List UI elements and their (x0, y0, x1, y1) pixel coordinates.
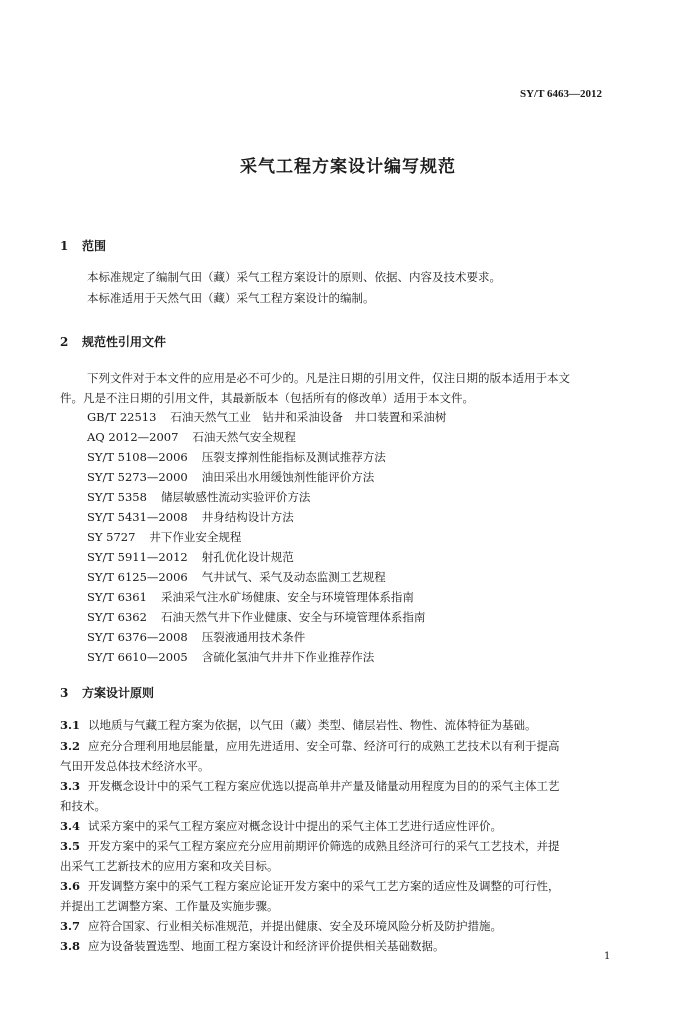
section-title: 方案设计原则 (82, 686, 155, 700)
reference-item (87, 649, 374, 665)
clause (60, 717, 537, 733)
clause-continuation: 出采气工艺新技术的应用方案和攻关目标。 (60, 859, 279, 873)
clause-number: 3.5 (60, 839, 81, 853)
reference-title: 井身结构设计方法 (201, 510, 294, 524)
clause-number: 3.6 (60, 879, 81, 893)
clause (60, 818, 502, 834)
section-3-heading (60, 684, 154, 701)
reference-item (87, 489, 310, 505)
clause-number: 3.8 (60, 939, 81, 953)
clause-text: 应充分合理利用地层能量，应用先进适用、安全可靠、经济可行的成熟工艺技术以有利于提高 (88, 739, 560, 753)
clause-continuation: 气田开发总体技术经济水平。 (60, 759, 210, 773)
reference-item (87, 589, 414, 605)
reference-title: 采油采气注水矿场健康、安全与环境管理体系指南 (160, 590, 414, 604)
clause-text: 应符合国家、行业相关标准规范，并提出健康、安全及环境风险分析及防护措施。 (88, 919, 502, 933)
standard-number: SY/T 6463—2012 (520, 88, 603, 100)
paragraph: 本标准适用于天然气田（藏）采气工程方案设计的编制。 (87, 291, 375, 305)
reference-code: SY/T 6125—2006 (87, 570, 188, 584)
reference-item (87, 449, 386, 465)
section-number: 3 (60, 686, 69, 700)
reference-title: 气井试气、采气及动态监测工艺规程 (201, 570, 386, 584)
reference-title: 射孔优化设计规范 (201, 550, 294, 564)
clause (60, 778, 560, 794)
clause-number: 3.2 (60, 739, 81, 753)
clause (60, 878, 560, 894)
clause-number: 3.4 (60, 819, 81, 833)
clause-text: 开发方案中的采气工程方案应充分应用前期评价筛选的成熟且经济可行的采气工艺技术，并提 (88, 839, 560, 853)
clause (60, 938, 445, 954)
clause (60, 918, 502, 934)
section-title: 规范性引用文件 (82, 335, 167, 349)
clause-text: 应为设备装置选型、地面工程方案设计和经济评价提供相关基础数据。 (88, 939, 445, 953)
reference-code: SY/T 5273—2000 (87, 470, 188, 484)
reference-code: SY/T 6362 (87, 610, 147, 624)
reference-item (87, 549, 294, 565)
reference-title: 石油天然气井下作业健康、安全与环境管理体系指南 (160, 610, 426, 624)
clause-continuation: 并提出工艺调整方案、工作量及实施步骤。 (60, 899, 279, 913)
clause-continuation: 和技术。 (60, 799, 106, 813)
clause-text: 试采方案中的采气工程方案应对概念设计中提出的采气主体工艺进行适应性评价。 (88, 819, 502, 833)
reference-item (87, 509, 294, 525)
clause-number: 3.7 (60, 919, 81, 933)
reference-title: 石油天然气工业 钻井和采油设备 井口装置和采油树 (170, 410, 447, 424)
reference-title: 井下作业安全规程 (149, 530, 242, 544)
reference-code: SY/T 6376—2008 (87, 630, 188, 644)
reference-title: 压裂液通用技术条件 (201, 630, 306, 644)
reference-item (87, 629, 305, 645)
reference-code: SY 5727 (87, 530, 136, 544)
reference-code: SY/T 6361 (87, 590, 147, 604)
clause (60, 838, 560, 854)
paragraph: 件。凡是不注日期的引用文件，其最新版本（包括所有的修改单）适用于本文件。 (60, 391, 474, 405)
document-title: 采气工程方案设计编写规范 (240, 157, 456, 177)
reference-item (87, 529, 241, 545)
reference-item (87, 429, 296, 445)
reference-item (87, 469, 374, 485)
clause-number: 3.1 (60, 718, 81, 732)
reference-code: GB/T 22513 (87, 410, 157, 424)
reference-title: 压裂支撑剂性能指标及测试推荐方法 (201, 450, 386, 464)
section-2-heading (60, 333, 166, 350)
paragraph: 下列文件对于本文件的应用是必不可少的。凡是注日期的引用文件，仅注日期的版本适用于本文 (87, 371, 570, 385)
reference-title: 含硫化氢油气井井下作业推荐作法 (201, 650, 375, 664)
reference-title: 储层敏感性流动实验评价方法 (160, 490, 311, 504)
paragraph: 本标准规定了编制气田（藏）采气工程方案设计的原则、依据、内容及技术要求。 (87, 270, 501, 284)
page-number: 1 (604, 951, 611, 962)
reference-title: 石油天然气安全规程 (192, 430, 296, 444)
clause-number: 3.3 (60, 779, 81, 793)
section-number: 2 (60, 335, 69, 349)
reference-code: SY/T 5108—2006 (87, 450, 188, 464)
section-1-heading (60, 237, 106, 254)
reference-code: SY/T 5358 (87, 490, 147, 504)
reference-item (87, 409, 446, 425)
clause (60, 738, 560, 754)
reference-code: AQ 2012—2007 (87, 430, 179, 444)
reference-code: SY/T 5911—2012 (87, 550, 188, 564)
clause-text: 以地质与气藏工程方案为依据，以气田（藏）类型、储层岩性、物性、流体特征为基础。 (88, 718, 537, 732)
section-number: 1 (60, 239, 69, 253)
reference-title: 油田采出水用缓蚀剂性能评价方法 (201, 470, 375, 484)
reference-item (87, 609, 425, 625)
reference-code: SY/T 5431—2008 (87, 510, 188, 524)
section-title: 范围 (82, 239, 107, 253)
clause-text: 开发调整方案中的采气工程方案应论证开发方案中的采气工艺方案的适应性及调整的可行性， (88, 879, 560, 893)
reference-item (87, 569, 386, 585)
reference-code: SY/T 6610—2005 (87, 650, 188, 664)
clause-text: 开发概念设计中的采气工程方案应优选以提高单井产量及储量动用程度为目的的采气主体工艺 (88, 779, 560, 793)
